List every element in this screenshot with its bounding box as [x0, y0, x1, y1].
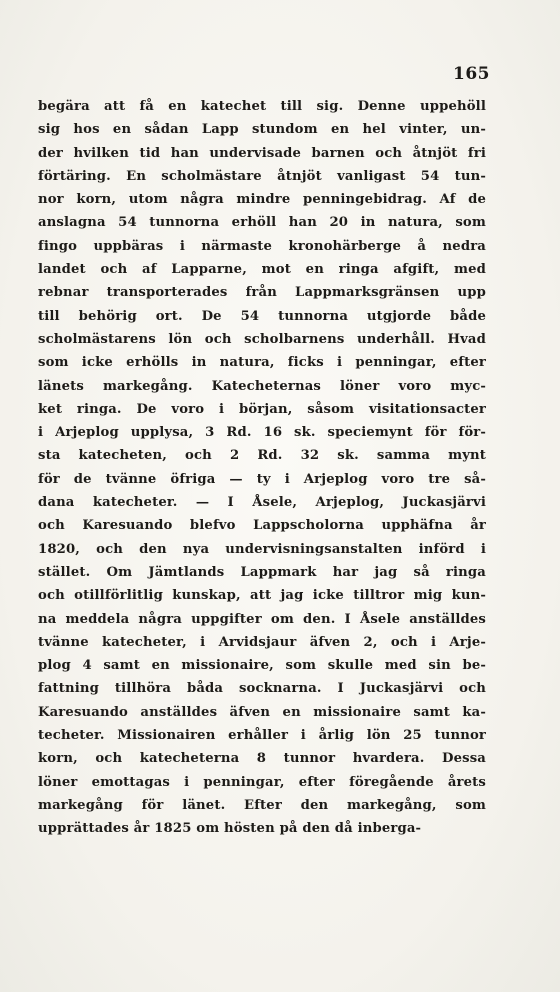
text-line: anslagna 54 tunnorna erhöll han 20 in natura, som	[38, 215, 486, 231]
text-line: sta katecheten, och 2 Rd. 32 sk. samma mynt	[38, 448, 486, 464]
text-line: korn, och katecheterna 8 tunnor hvardera. Dessa	[38, 751, 486, 767]
text-line: dana katecheter. — I Åsele, Arjeplog, Juckasjärvi	[38, 495, 486, 511]
text-line: ket ringa. De voro i början, såsom visitationsacter	[38, 401, 486, 417]
text-line: och Karesuando blefvo Lappscholorna upphäfna år	[38, 518, 486, 534]
text-line: för de tvänne öfriga — ty i Arjeplog voro tre så-	[38, 471, 486, 487]
text-line: techeter. Missionairen erhåller i årlig lön 25 tunnor	[38, 728, 486, 744]
text-line: löner emottagas i penningar, efter föregående årets	[38, 774, 486, 790]
text-line: plog 4 samt en missionaire, som skulle med sin be-	[38, 658, 486, 674]
text-line: markegång för länet. Efter den markegång, som	[38, 797, 486, 813]
text-line: fattning tillhöra båda socknarna. I Juckasjärvi och	[38, 681, 486, 697]
text-line: tvänne katecheter, i Arvidsjaur äfven 2, och i Arje-	[38, 634, 486, 650]
text-line: och otillförlitlig kunskap, att jag icke tilltror mig kun-	[38, 588, 486, 604]
text-line: scholmästarens lön och scholbarnens underhåll. Hvad	[38, 331, 486, 347]
text-line: na meddela några uppgifter om den. I Åsele anställdes	[38, 611, 486, 627]
text-line: nor korn, utom några mindre penningebidrag. Af de	[38, 192, 486, 208]
body-text	[38, 95, 486, 841]
text-line: till behörig ort. De 54 tunnorna utgjorde både	[38, 308, 486, 324]
text-line: 1820, och den nya undervisningsanstalten införd i	[38, 541, 486, 557]
text-line: fingo uppbäras i närmaste kronohärberge å nedra	[38, 238, 486, 254]
text-line: förtäring. En scholmästare åtnjöt vanligast 54 tun-	[38, 168, 486, 184]
text-line: begära att få en katechet till sig. Denne uppehöll	[38, 99, 486, 114]
text-line: sig hos en sådan Lapp stundom en hel vinter, un-	[38, 122, 486, 138]
text-line: rebnar transporterades från Lappmarksgränsen upp	[38, 285, 486, 301]
text-line: der hvilken tid han undervisade barnen och åtnjöt fri	[38, 145, 486, 161]
text-line: landet och af Lapparne, mot en ringa afgift, med	[38, 262, 486, 278]
text-line: stället. Om Jämtlands Lappmark har jag så ringa	[38, 564, 486, 580]
page-number: 165	[453, 64, 490, 84]
text-line: i Arjeplog upplysa, 3 Rd. 16 sk. speciemynt för för-	[38, 425, 486, 441]
text-line: länets markegång. Katecheternas löner voro myc-	[38, 378, 486, 394]
text-line: som icke erhölls in natura, ficks i penningar, efter	[38, 355, 486, 371]
text-line: upprättades år 1825 om hösten på den då inberga-	[38, 821, 422, 837]
text-line: Karesuando anställdes äfven en missionaire samt ka-	[38, 704, 486, 720]
